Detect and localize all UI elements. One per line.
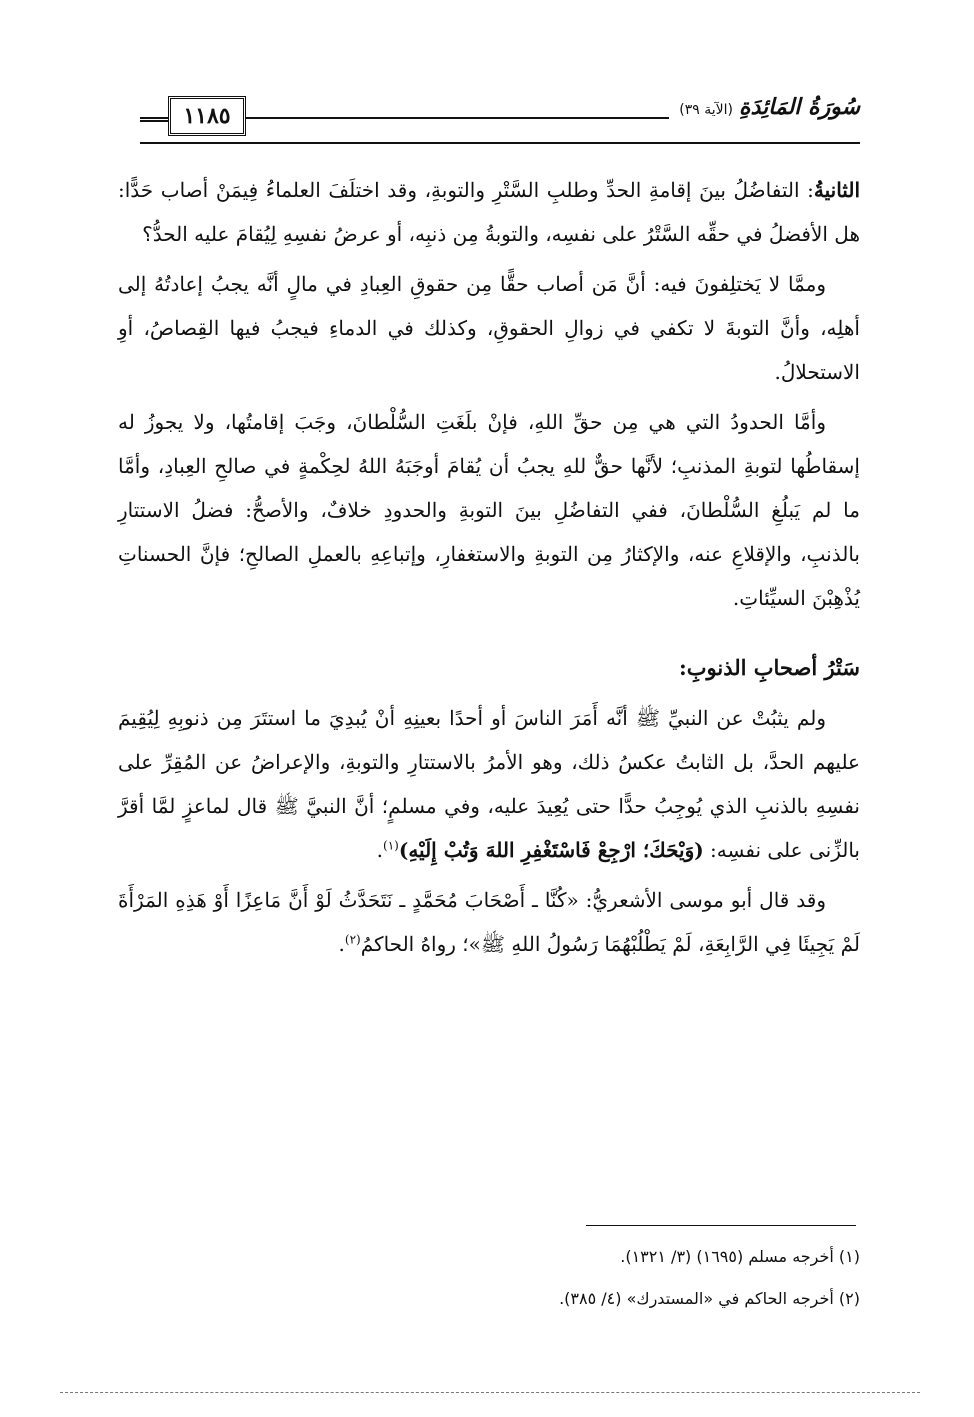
header-rule-left bbox=[140, 117, 168, 122]
paragraph-1-text: : التفاضُلُ بينَ إقامةِ الحدِّ وطلبِ السَّتْرِ والتوبةِ، وقد اختلَفَ العلماءُ فِيمَنْ أصاب حَدًّا: هل الأفضلُ في حقِّه السَّتْرُ على نفسِه، والتوبةُ مِن ذنبِه، أو عرضُ نفسِهِ لِيُقامَ عليه الحدُّ؟ bbox=[118, 178, 860, 246]
paragraph-2: وممَّا لا يَختلِفونَ فيه: أنَّ مَن أصاب حقًّا مِن حقوقِ العِبادِ في مالٍ أنَّه يجبُ إعادتُهُ إلى أهلِه، وأنَّ التوبةَ لا تكفي في زوالِ الحقوقِ، وكذلك في الدماءِ فيجبُ فيها القِصاصُ، أوِ الاستحلالُ. bbox=[118, 272, 860, 384]
footnote-ref-2[interactable]: (٢) bbox=[344, 932, 361, 947]
paragraph-4-text: ولم يثبُتْ عن النبيِّ ﷺ أنَّه أَمَرَ الناسَ أو أحدًا بعينِهِ أنْ يُبدِيَ ما استتَرَ مِن ذنوبِهِ لِيُقِيمَ عليهم الحدَّ، بل الثابتُ عكسُ ذلك، وهو الأمرُ بالاستتارِ والتوبةِ، والإعراضُ عن المُقِرِّ على نفسِهِ بالذنبِ الذي يُوجِبُ حدًّا حتى يُعِيدَ عليه، وفي مسلمٍ؛ أنَّ النبيَّ ﷺ قال لماعزٍ لمَّا أقرَّ بالزِّنى على نفسِه: bbox=[118, 706, 860, 862]
footnote-separator bbox=[586, 1225, 856, 1226]
footnote-ref-1[interactable]: (١) bbox=[383, 838, 399, 853]
paragraph-1-label: الثانيةُ bbox=[813, 178, 860, 202]
footnotes bbox=[118, 1236, 860, 1320]
main-text bbox=[118, 168, 860, 972]
running-header bbox=[140, 96, 860, 146]
paragraph-5-text: وقد قال أبو موسى الأشعريُّ: «كُنَّا ـ أَصْحَابَ مُحَمَّدٍ ـ نَتَحَدَّثُ لَوْ أَنَّ مَاعِزًا أَوْ هَذِهِ المَرْأَةَ لَمْ يَجِيئَا فِي الرَّابِعَةِ، لَمْ يَطْلُبْهُمَا رَسُولُ اللهِ ﷺ»؛ رواهُ الحاكمُ bbox=[118, 888, 860, 956]
header-underline bbox=[140, 142, 860, 144]
paragraph-5: وقد قال أبو موسى الأشعريُّ: «كُنَّا ـ أَصْحَابَ مُحَمَّدٍ ـ نَتَحَدَّثُ لَوْ أَنَّ مَاعِزًا أَوْ هَذِهِ المَرْأَةَ لَمْ يَجِيئَا فِي الرَّابِعَةِ، لَمْ يَطْلُبْهُمَا رَسُولُ اللهِ ﷺ»؛ رواهُ الحاكمُ$^{(٢)}$. bbox=[118, 888, 860, 956]
surah-title bbox=[669, 94, 860, 120]
section-heading: سَتْرُ أصحابِ الذنوبِ: bbox=[678, 655, 860, 680]
paragraph-1 bbox=[118, 168, 860, 256]
surah-name: سُورَةُ المَائِدَةِ bbox=[738, 94, 860, 120]
paragraph-4: ولم يثبُتْ عن النبيِّ ﷺ أنَّه أَمَرَ الناسَ أو أحدًا بعينِهِ أنْ يُبدِيَ ما استتَرَ مِن ذنوبِهِ لِيُقِيمَ عليهم الحدَّ، بل الثابتُ عكسُ ذلك، وهو الأمرُ بالاستتارِ والتوبةِ، والإعراضُ عن المُقِرِّ على نفسِهِ بالذنبِ الذي يُوجِبُ حدًّا حتى يُعِيدَ عليه، وفي مسلمٍ؛ أنَّ النبيَّ ﷺ قال لماعزٍ لمَّا أقرَّ بالزِّنى على نفسِه: (وَيْحَكَ؛ ارْجِعْ فَاسْتَغْفِرِ اللهَ وَتُبْ إِلَيْهِ)$^{(١)}$. bbox=[118, 706, 860, 862]
ayah-reference: (الآية ٣٩) bbox=[679, 102, 733, 118]
page-bottom-edge bbox=[60, 1392, 920, 1393]
paragraph-3: وأمَّا الحدودُ التي هي مِن حقِّ اللهِ، فإنْ بلَغَتِ السُّلْطانَ، وجَبَ إقامتُها، ولا يجوزُ له إسقاطُها لتوبةِ المذنبِ؛ لأنَّها حقٌّ للهِ يجبُ أن يُقامَ أوجَبَهُ اللهُ لحِكْمةٍ في صالحِ العِبادِ، وأمَّا ما لم يَبلُغِ السُّلْطانَ، ففي التفاضُلِ بينَ التوبةِ والحدودِ خلافٌ، والأصحُّ: فضلُ الاستتارِ بالذنبِ، والإقلاعِ عنه، والإكثارُ مِن التوبةِ والاستغفارِ، وإتباعِهِ بالعملِ الصالحِ؛ فإنَّ الحسناتِ يُذْهِبْنَ السيِّئاتِ. bbox=[118, 410, 860, 610]
hadith-quote: (وَيْحَكَ؛ ارْجِعْ فَاسْتَغْفِرِ اللهَ وَتُبْ إِلَيْهِ) bbox=[398, 838, 704, 862]
footnote-1: (١) أخرجه مسلم (١٦٩٥) (٣/ ١٣٢١). bbox=[620, 1247, 860, 1266]
page-number: ١١٨٥ bbox=[168, 96, 246, 136]
footnote-2: (٢) أخرجه الحاكم في «المستدرك» (٤/ ٣٨٥). bbox=[559, 1289, 860, 1308]
